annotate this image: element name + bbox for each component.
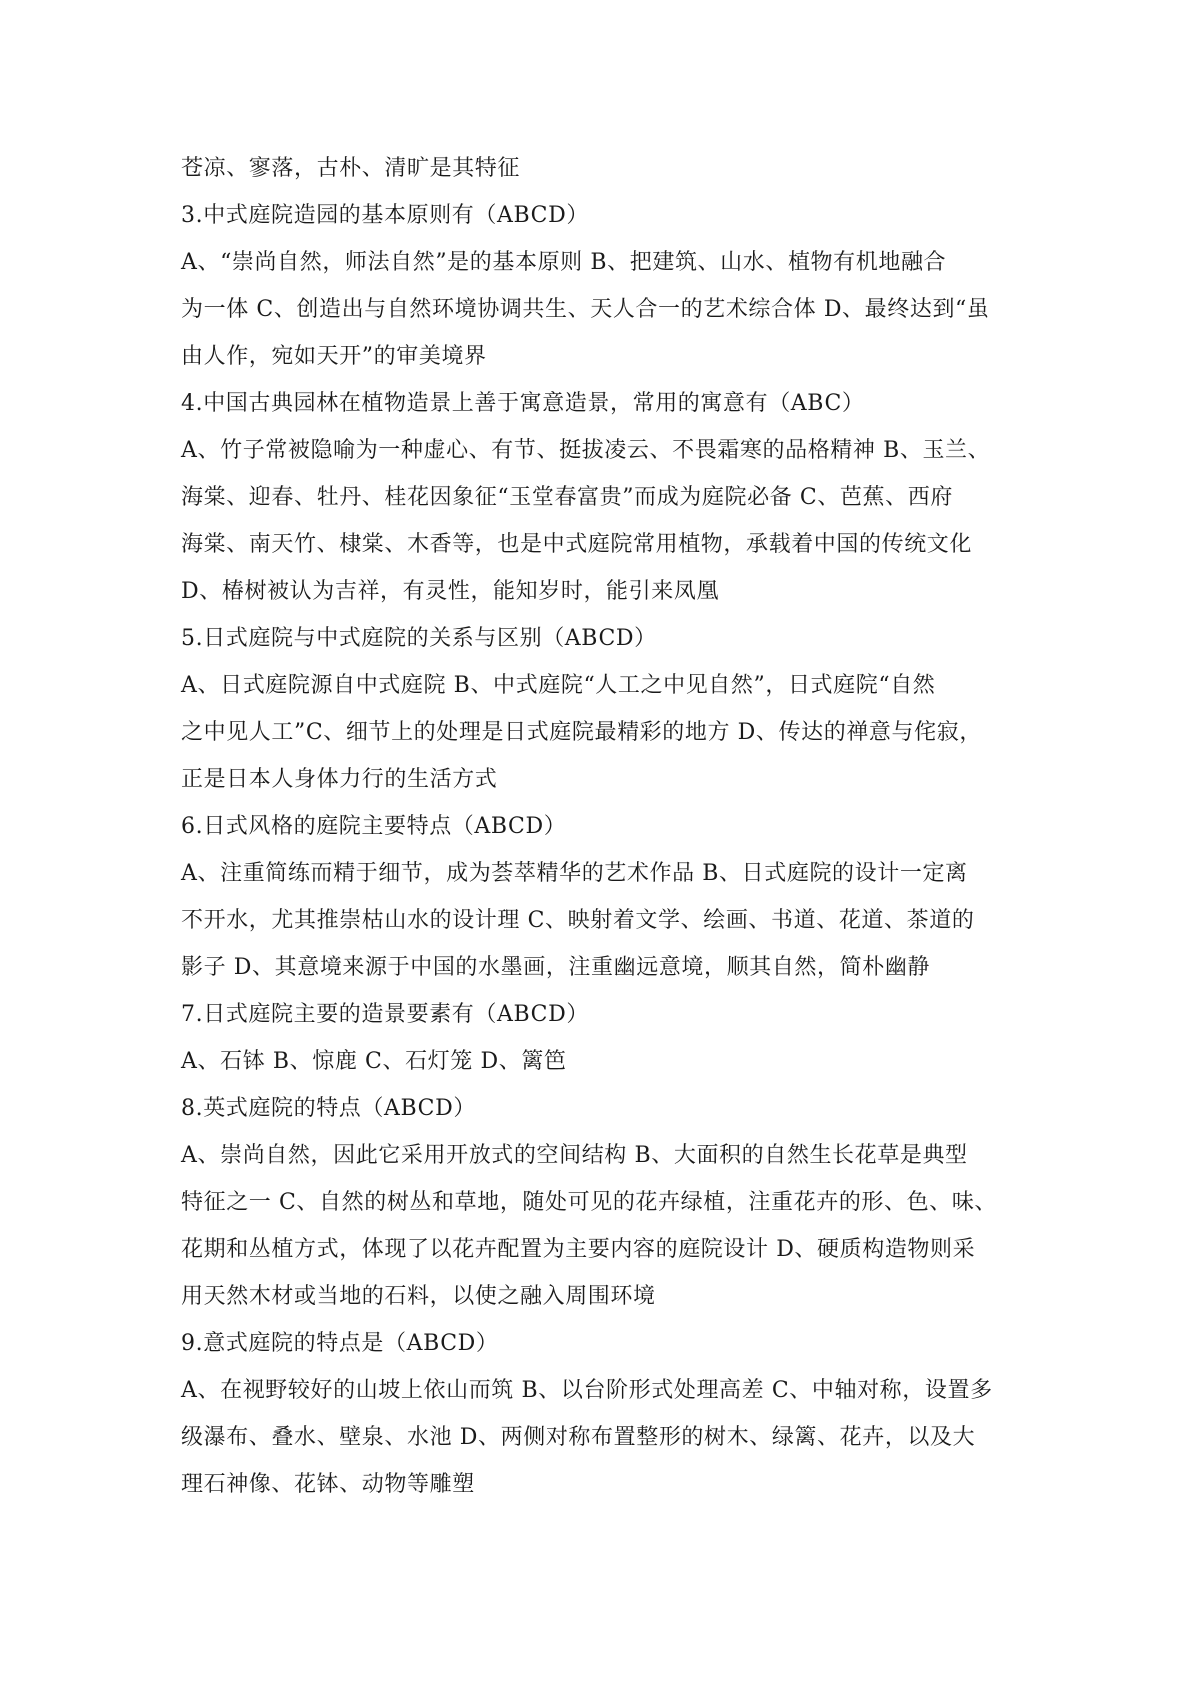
text-line: 之中见人工”C、细节上的处理是日式庭院最精彩的地方 D、传达的禅意与侘寂， <box>181 720 982 745</box>
document-page <box>181 145 1021 1508</box>
text-line: 正是日本人身体力行的生活方式 <box>181 767 498 792</box>
question-7-title: 7.日式庭院主要的造景要素有（ABCD） <box>181 1002 589 1027</box>
text-line: 由人作，宛如天开”的审美境界 <box>181 344 487 369</box>
text-line: 苍凉、寥落，古朴、清旷是其特征 <box>181 156 521 181</box>
question-8-title: 8.英式庭院的特点（ABCD） <box>181 1096 476 1121</box>
text-line: 花期和丛植方式，体现了以花卉配置为主要内容的庭院设计 D、硬质构造物则采 <box>181 1237 976 1262</box>
text-line: A、在视野较好的山坡上依山而筑 B、以台阶形式处理高差 C、中轴对称，设置多 <box>181 1378 993 1403</box>
text-line: 为一体 C、创造出与自然环境协调共生、天人合一的艺术综合体 D、最终达到“虽 <box>181 297 990 322</box>
text-line: 级瀑布、叠水、壁泉、水池 D、两侧对称布置整形的树木、绿篱、花卉，以及大 <box>181 1425 976 1450</box>
question-6-title: 6.日式风格的庭院主要特点（ABCD） <box>181 814 567 839</box>
text-line: 海棠、南天竹、棣棠、木香等，也是中式庭院常用植物，承载着中国的传统文化 <box>181 532 973 557</box>
text-line: 影子 D、其意境来源于中国的水墨画，注重幽远意境，顺其自然，简朴幽静 <box>181 955 931 980</box>
text-line: A、“崇尚自然，师法自然”是的基本原则 B、把建筑、山水、植物有机地融合 <box>181 250 947 275</box>
question-9-title: 9.意式庭院的特点是（ABCD） <box>181 1331 499 1356</box>
text-line: A、石钵 B、惊鹿 C、石灯笼 D、篱笆 <box>181 1049 567 1074</box>
question-5-title: 5.日式庭院与中式庭院的关系与区别（ABCD） <box>181 626 657 651</box>
text-line: 用天然木材或当地的石料，以使之融入周围环境 <box>181 1284 656 1309</box>
text-line: D、椿树被认为吉祥，有灵性，能知岁时，能引来凤凰 <box>181 579 720 604</box>
text-line: 特征之一 C、自然的树丛和草地，随处可见的花卉绿植，注重花卉的形、色、味、 <box>181 1190 998 1215</box>
text-line: A、注重简练而精于细节，成为荟萃精华的艺术作品 B、日式庭院的设计一定离 <box>181 861 968 886</box>
question-3-title: 3.中式庭院造园的基本原则有（ABCD） <box>181 203 589 228</box>
text-line: A、竹子常被隐喻为一种虚心、有节、挺拔凌云、不畏霜寒的品格精神 B、玉兰、 <box>181 438 991 463</box>
text-line: 不开水，尤其推崇枯山水的设计理 C、映射着文学、绘画、书道、花道、茶道的 <box>181 908 975 933</box>
text-line: A、日式庭院源自中式庭院 B、中式庭院“人工之中见自然”，日式庭院“自然 <box>181 673 936 698</box>
text-line: 理石神像、花钵、动物等雕塑 <box>181 1472 475 1497</box>
question-4-title: 4.中国古典园林在植物造景上善于寓意造景，常用的寓意有（ABC） <box>181 391 865 416</box>
text-line: A、崇尚自然，因此它采用开放式的空间结构 B、大面积的自然生长花草是典型 <box>181 1143 968 1168</box>
text-line: 海棠、迎春、牡丹、桂花因象征“玉堂春富贵”而成为庭院必备 C、芭蕉、西府 <box>181 485 953 510</box>
